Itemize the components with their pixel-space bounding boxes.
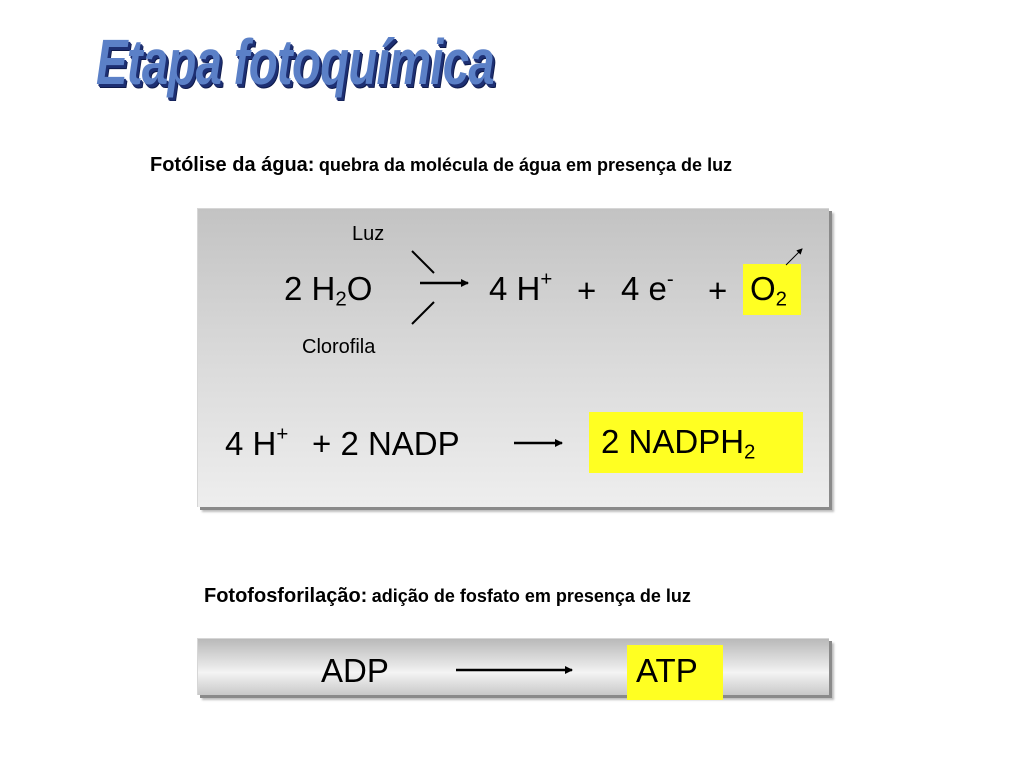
phosphorylation-description: adição de fosfato em presença de luz [371, 586, 691, 606]
nadp-reactant: + 2 NADP [312, 425, 460, 462]
phosphorylation-panel [197, 638, 829, 695]
phosphorylation-lead: Fotofosforilação: [204, 585, 368, 607]
atp-product: ATP [636, 652, 698, 689]
water-subscript: 2 [335, 287, 347, 311]
photolysis-lead: Fotólise da água: [150, 154, 315, 176]
oxygen-text: O [750, 270, 776, 307]
chlorophyll-arrow [412, 302, 434, 324]
o2-release-arrow [786, 249, 802, 265]
hydrogen-reactant-text: 4 H [225, 425, 277, 462]
photolysis-arrows [198, 209, 829, 507]
phosphorylation-heading [204, 585, 691, 608]
water-tail: O [346, 270, 373, 307]
electron-charge: - [666, 267, 674, 291]
light-label: Luz [352, 223, 385, 245]
electron-text: 4 e [621, 270, 667, 307]
photolysis-description: quebra da molécula de água em presença de luz [318, 155, 733, 175]
phosphorylation-arrows [198, 639, 829, 695]
water-coef: 2 H [284, 270, 336, 307]
adp-reactant: ADP [321, 652, 389, 689]
slide-title: Etapa fotoquímica [96, 26, 494, 98]
photolysis-heading [150, 154, 732, 177]
light-arrow [412, 251, 434, 273]
hydrogen-charge: + [540, 267, 553, 291]
plus-sign-2: + [708, 272, 728, 309]
oxygen-subscript: 2 [775, 287, 788, 311]
nadph-text: 2 NADPH [601, 423, 745, 460]
plus-sign-1: + [577, 272, 597, 309]
photolysis-panel [197, 208, 829, 507]
hydrogen-text: 4 H [489, 270, 541, 307]
chlorophyll-label: Clorofila [302, 336, 376, 358]
nadph-subscript: 2 [744, 440, 756, 464]
hydrogen-reactant-charge: + [276, 422, 289, 446]
